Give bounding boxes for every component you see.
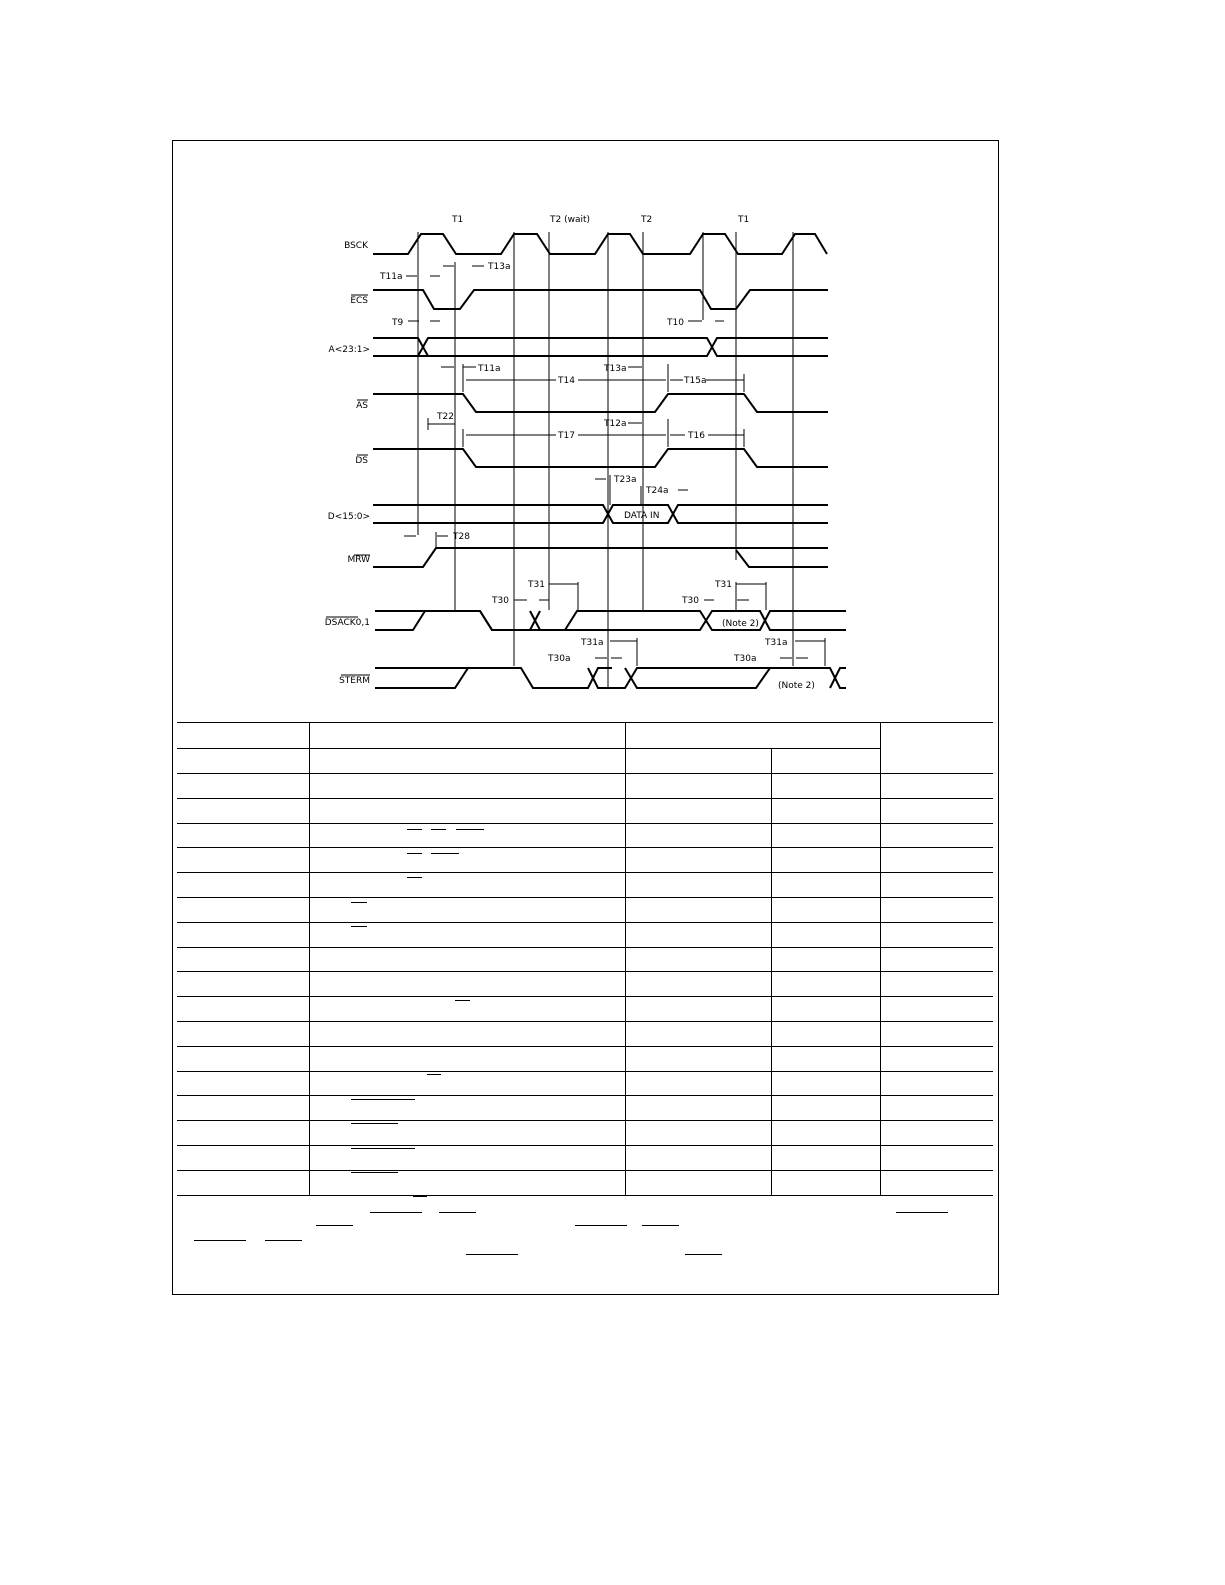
bsck-waveform (373, 234, 827, 254)
table-row (177, 897, 993, 922)
state-label-t2: T2 (641, 215, 653, 225)
timing-t10: T10 (667, 318, 684, 328)
timing-t28: T28 (453, 532, 470, 542)
timing-t15a: T15a (684, 376, 707, 386)
timing-diagram (0, 0, 1225, 700)
table-row (177, 1170, 993, 1195)
state-label-t2-wait: T2 (wait) (550, 215, 591, 225)
table-row (177, 873, 993, 898)
signal-label-ecs: ECS (350, 296, 368, 306)
timing-t24a: T24a (646, 486, 669, 496)
timing-t14: T14 (558, 376, 575, 386)
timing-annotations (379, 262, 825, 691)
signal-label-data: D<15:0> (327, 512, 370, 522)
timing-parameter-table (177, 722, 993, 1196)
ecs-waveform (373, 290, 828, 309)
timing-t9: T9 (392, 318, 404, 328)
timing-t30a-second: T30a (734, 654, 757, 664)
state-label-t1: T1 (452, 215, 464, 225)
table-row (177, 1046, 993, 1071)
note-2-dsack: (Note 2) (722, 619, 759, 629)
signal-label-mrw: MRW (347, 555, 370, 565)
timing-t30a: T30a (548, 654, 571, 664)
timing-t31a-second: T31a (765, 638, 788, 648)
signal-label-as: AS (356, 401, 368, 411)
table-row (177, 1121, 993, 1146)
address-waveform (373, 338, 828, 356)
data-in-label: DATA IN (624, 511, 660, 521)
note-2-sterm: (Note 2) (778, 681, 815, 691)
sterm-waveform (375, 668, 846, 688)
timing-t13a-as: T13a (604, 364, 627, 374)
data-waveform (373, 505, 828, 523)
timing-t13a: T13a (488, 262, 511, 272)
table-row (177, 1071, 993, 1096)
signal-label-bsck: BSCK (344, 241, 368, 251)
timing-t12a: T12a (604, 419, 627, 429)
timing-t30: T30 (492, 596, 509, 606)
table-row (177, 922, 993, 947)
dsack-waveform (375, 611, 846, 630)
table-row (177, 848, 993, 873)
table-row (177, 1096, 993, 1121)
table-row (177, 798, 993, 823)
timing-t23a: T23a (614, 475, 637, 485)
timing-t17: T17 (558, 431, 575, 441)
as-waveform (373, 394, 828, 412)
timing-t31-second: T31 (715, 580, 732, 590)
mrw-waveform (373, 548, 828, 567)
state-label-t1-second: T1 (738, 215, 750, 225)
table-row (177, 1145, 993, 1170)
signal-label-dsack: DSACK0,1 (324, 618, 370, 628)
timing-t30-second: T30 (682, 596, 699, 606)
timing-t31a: T31a (581, 638, 604, 648)
timing-t11a-as: T11a (478, 364, 501, 374)
timing-t16: T16 (688, 431, 705, 441)
table-row (177, 997, 993, 1022)
table-row (177, 972, 993, 997)
table-row (177, 947, 993, 972)
table-row (177, 823, 993, 848)
table-subheader-row (177, 749, 993, 774)
timing-t31: T31 (528, 580, 545, 590)
signal-label-sterm: STERM (339, 676, 370, 686)
signal-label-ds: DS (355, 456, 368, 466)
table-header-row (177, 723, 993, 749)
table-row (177, 774, 993, 799)
timing-t11a: T11a (380, 272, 403, 282)
timing-t22: T22 (437, 412, 454, 422)
ds-waveform (373, 449, 828, 467)
table-row (177, 1021, 993, 1046)
signal-label-address: A<23:1> (328, 345, 370, 355)
